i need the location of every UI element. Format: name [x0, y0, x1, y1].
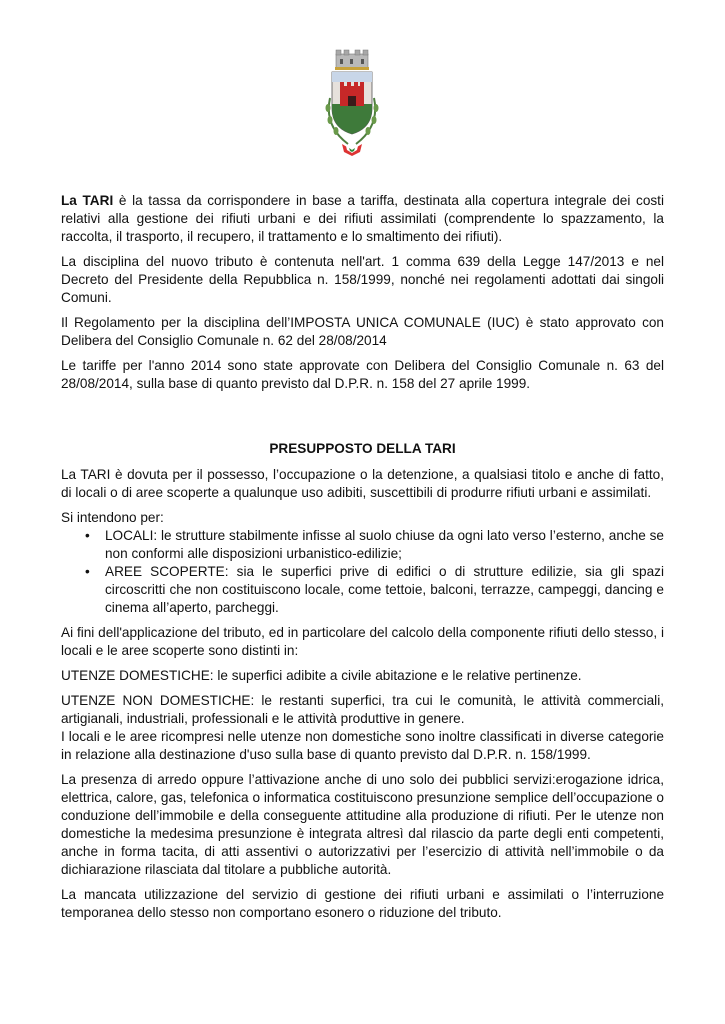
presupposto-paragraph-6: La presenza di arredo oppure l’attivazione anche di uno solo dei pubblici servizi:erogazione idrica, elettrica, calore, gas, telefonica o informatica costituiscono presunzione semplice dell’occupazione o conduzione dell’immobile e della conseguente attitudine alla produzione di rifiuti. Per le utenze non domestiche la medesima presunzione è integrata altresì dal rilascio da parte degli enti competenti, anche in forma tacita, di atti assentivi o autorizzativi per l’esercizio di attività nell’immobile o da dichiarazione rilasciata dal titolare a pubbliche autorità.	[61, 772, 664, 877]
presupposto-paragraph-7: La mancata utilizzazione del servizio di gestione dei rifiuti urbani e assimilati o l’interruzione temporanea dello stesso non comportano esonero o riduzione del tributo.	[61, 887, 664, 920]
intro-paragraph-2: La disciplina del nuovo tributo è contenuta nell'art. 1 comma 639 della Legge 147/2013 e nel Decreto del Presidente della Repubblica n. 158/1999, nonché nei regolamenti adottati dai singoli Comuni.	[61, 254, 664, 305]
intro-paragraph-1	[61, 192, 664, 246]
document-body	[61, 192, 664, 929]
shield-icon	[332, 72, 372, 134]
municipal-coat-of-arms-icon	[322, 48, 382, 160]
section-heading-presupposto: PRESUPPOSTO DELLA TARI	[269, 441, 456, 456]
presupposto-paragraph-4: UTENZE DOMESTICHE: le superfici adibite a civile abitazione e le relative pertinenze.	[61, 668, 582, 683]
intro-paragraph-4: Le tariffe per l'anno 2014 sono state approvate con Delibera del Consiglio Comunale n. 63 del 28/08/2014, sulla base di quanto previsto dal D.P.R. n. 158 del 27 aprile 1999.	[61, 358, 664, 391]
presupposto-paragraph-5b: I locali e le aree ricompresi nelle utenze non domestiche sono inoltre classificati in diverse categorie in relazione alla destinazione d'uso sulla base di quanto previsto dal D.P.R. n. 158/1999.	[61, 729, 664, 762]
bullet-icon: •	[85, 528, 90, 543]
intro-paragraph-1-text: è la tassa da corrispondere in base a tariffa, destinata alla copertura integrale dei costi relativi alla gestione dei rifiuti urbani e dei rifiuti assimilati (comprendente lo spazzamento, la raccolta, il trasporto, il recupero, il trattamento e lo smaltimento dei rifiuti).	[61, 193, 664, 244]
list-item	[61, 527, 664, 563]
presupposto-paragraph-1: La TARI è dovuta per il possesso, l’occupazione o la detenzione, a qualsiasi titolo e anche di fatto, di locali o di aree scoperte a qualunque uso adibiti, suscettibili di produrre rifiuti urbani e assimilati.	[61, 467, 664, 500]
presupposto-paragraph-3: Ai fini dell'applicazione del tributo, ed in particolare del calcolo della componente rifiuti dello stesso, i locali e le aree scoperte sono distinti in:	[61, 625, 664, 658]
presupposto-paragraph-2: Si intendono per:	[61, 510, 164, 525]
bullet-icon: •	[85, 564, 90, 579]
section-spacer	[61, 400, 664, 440]
crown-icon	[335, 50, 369, 70]
list-item-text: AREE SCOPERTE: sia le superfici prive di edifici o di strutture edilizie, sia gli spazi circoscritti che non costituiscono locale, come tettoie, balconi, terrazze, campeggi, dancing e cinema all’aperto, parcheggi.	[105, 564, 664, 615]
intro-paragraph-3: Il Regolamento per la disciplina dell’IMPOSTA UNICA COMUNALE (IUC) è stato approvato con Delibera del Consiglio Comunale n. 62 del 28/08/2014	[61, 315, 664, 348]
intro-bold-lead: La TARI	[61, 193, 114, 208]
presupposto-paragraph-5a: UTENZE NON DOMESTICHE: le restanti superfici, tra cui le comunità, le attività commerciali, artigianali, industriali, professionali e le attività produttive in genere.	[61, 693, 664, 726]
definitions-list	[61, 527, 664, 617]
list-item	[61, 563, 664, 617]
list-item-text: LOCALI: le strutture stabilmente infisse al suolo chiuse da ogni lato verso l’esterno, anche se non conformi alle disposizioni urbanistico-edilizie;	[105, 528, 664, 561]
ribbon-icon	[342, 144, 362, 156]
